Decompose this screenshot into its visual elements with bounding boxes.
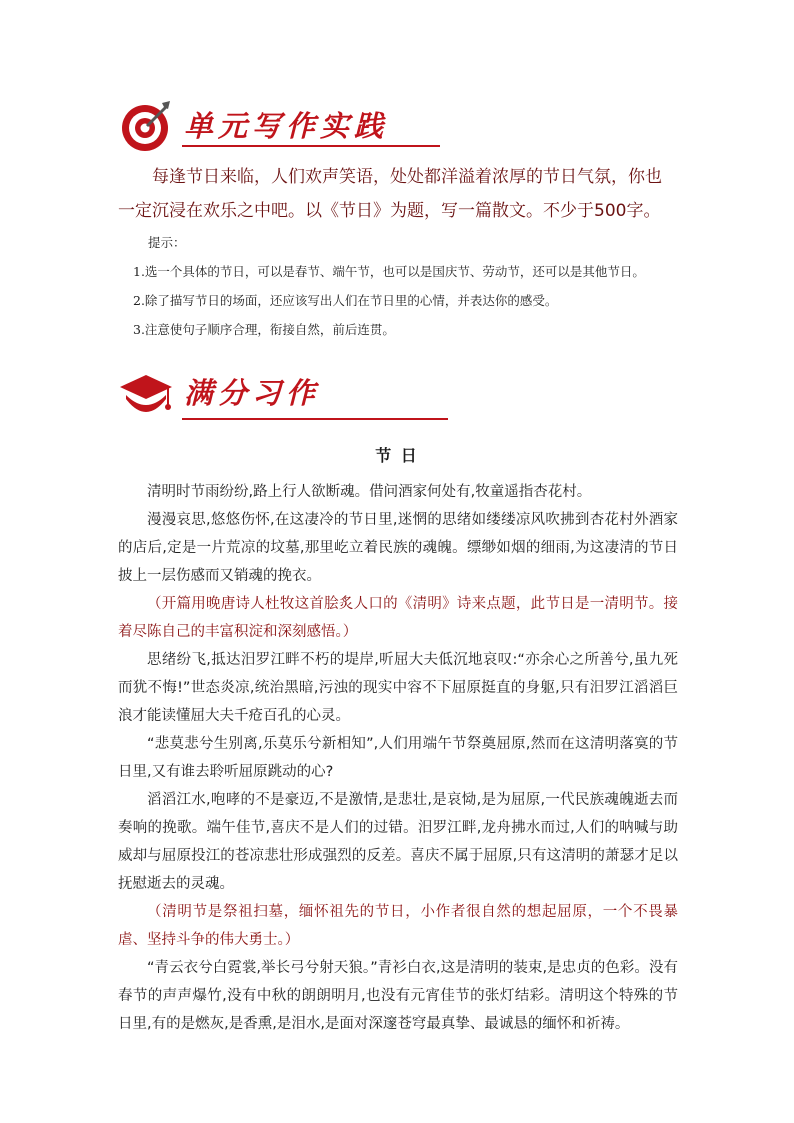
essay-paragraph: 思绪纷飞,抵达汨罗江畔不朽的堤岸,听屈大夫低沉地哀叹:“亦余心之所善兮,虽九死而犹不悔!”世态炎凉,统治黑暗,污浊的现实中容不下屈原挺直的身躯,只有汨罗江滔滔巨浪才能读懂屈大夫千疮百孔的心灵。: [118, 652, 678, 724]
section-title: 单元写作实践: [184, 109, 389, 143]
essay-paragraph: 漫漫哀思,悠悠伤怀,在这凄冷的节日里,迷惘的思绪如缕缕凉风吹拂到杏花村外酒家的店后,定是一片荒凉的坟墓,那里屹立着民族的魂魄。缥缈如烟的细雨,为这凄清的节日披上一层伤感而又销魂的挽衣。: [118, 512, 678, 584]
essay-paragraph: 滔滔江水,咆哮的不是豪迈,不是激情,是悲壮,是哀恸,是为屈原,一代民族魂魄逝去而奏响的挽歌。端午佳节,喜庆不是人们的过错。汨罗江畔,龙舟拂水而过,人们的呐喊与助威却与屈原投江的苍凉悲壮形成强烈的反差。喜庆不属于屈原,只有这清明的萧瑟才足以抚慰逝去的灵魂。: [118, 792, 678, 892]
header-divider: [182, 145, 440, 147]
writing-prompt: 每逢节日来临，人们欢声笑语，处处都洋溢着浓厚的节日气氛，你也一定沉浸在欢乐之中吧。以《节日》为题，写一篇散文。不少于500字。: [118, 167, 662, 221]
essay-comment: （开篇用晚唐诗人杜牧这首脍炙人口的《清明》诗来点题，此节日是一清明节。接着尽陈自己的丰富积淀和深刻感悟。）: [118, 596, 678, 640]
essay-title: 节 日: [375, 446, 419, 465]
hints-block: [118, 228, 678, 344]
essay-paragraph: 清明时节雨纷纷,路上行人欲断魂。借问酒家何处有,牧童遥指杏花村。: [147, 484, 592, 500]
essay-paragraph: “悲莫悲兮生别离,乐莫乐兮新相知”,人们用端午节祭奠屈原,然而在这清明落寞的节日里,又有谁去聆听屈原跳动的心?: [118, 736, 678, 780]
hint-item: 1.选一个具体的节日，可以是春节、端午节，也可以是国庆节、劳动节，还可以是其他节日。: [133, 264, 645, 279]
essay-body: [118, 478, 678, 1038]
target-icon: [118, 98, 174, 154]
section-header-writing-practice: [118, 98, 389, 154]
hint-item: 2.除了描写节日的场面，还应该写出人们在节日里的心情，并表达你的感受。: [133, 293, 558, 308]
hints-label: 提示：: [148, 235, 186, 250]
section-title: 满分习作: [184, 376, 321, 410]
header-divider: [182, 418, 448, 420]
hint-item: 3.注意使句子顺序合理，衔接自然，前后连贯。: [133, 322, 395, 337]
section-header-full-score: [118, 365, 368, 421]
essay-paragraph: “青云衣兮白霓裳,举长弓兮射天狼。”青衫白衣,这是清明的装束,是忠贞的色彩。没有春节的声声爆竹,没有中秋的朗朗明月,也没有元宵佳节的张灯结彩。清明这个特殊的节日里,有的是燃灰,是香熏,是泪水,是面对深邃苍穹最真挚、最诚恳的缅怀和祈祷。: [118, 960, 678, 1032]
graduation-cap-icon: [118, 365, 174, 421]
essay-comment: （清明节是祭祖扫墓，缅怀祖先的节日，小作者很自然的想起屈原，一个不畏暴虐、坚持斗争的伟大勇士。）: [118, 904, 678, 948]
